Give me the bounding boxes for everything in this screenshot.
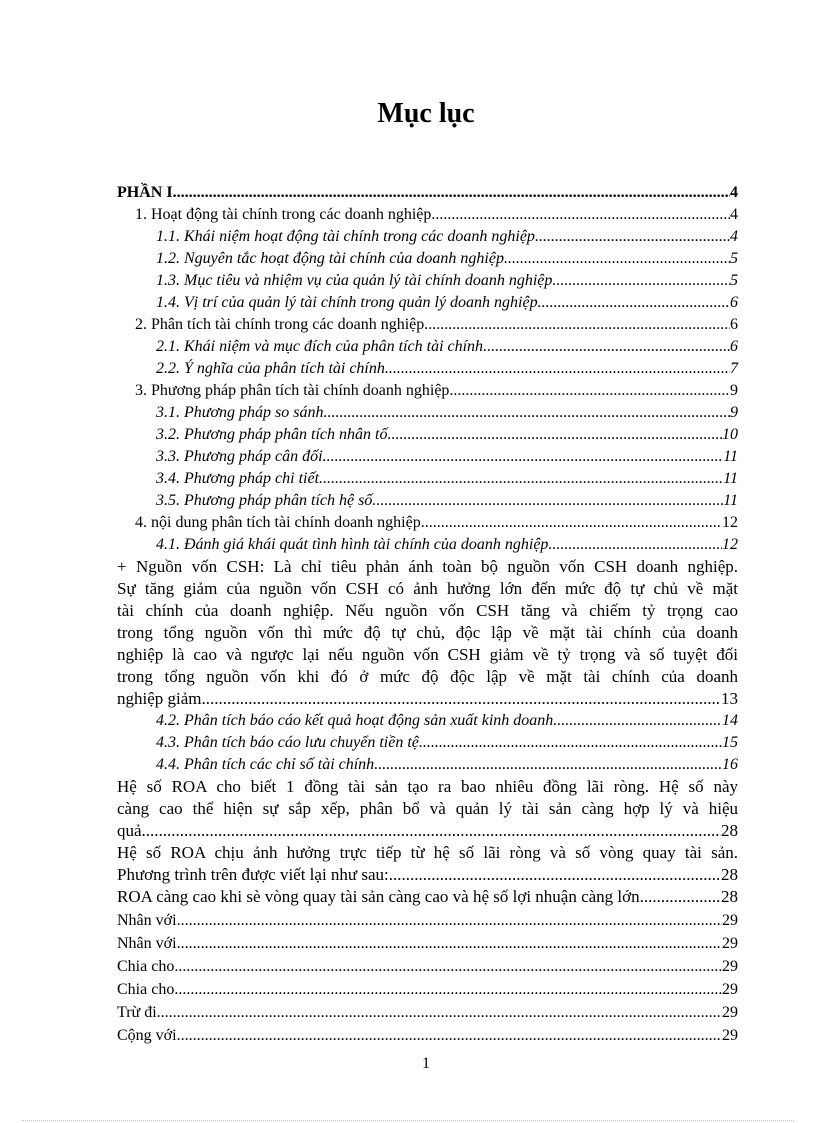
toc-entry-1-4[interactable]: 1.4. Vị trí của quản lý tài chính trong quản lý doanh nghiệp ..... 6	[156, 292, 738, 314]
toc-entry-3-1[interactable]: 3.1. Phương pháp so sánh ..... 9	[156, 402, 738, 424]
toc-entry-2-2[interactable]: 2.2. Ý nghĩa của phân tích tài chính ..... 7	[156, 358, 738, 380]
toc-entry-nhan-voi-2[interactable]: Nhân với ..... 29	[117, 933, 738, 955]
toc-entry-1-3[interactable]: 1.3. Mục tiêu và nhiệm vụ của quản lý tài chính doanh nghiệp ..... 5	[156, 270, 738, 292]
toc-paragraph-roa-2-last[interactable]: Phương trình trên được viết lại như sau: ..... 28	[117, 864, 738, 886]
toc-entry-4-3[interactable]: 4.3. Phân tích báo cáo lưu chuyển tiền tệ ..... 15	[156, 732, 738, 754]
toc-paragraph-roa-3[interactable]: ROA càng cao khi sè vòng quay tài sản càng cao và hệ số lợi nhuận càng lớn. ..... 28	[117, 886, 738, 908]
toc-entry-3[interactable]: 3. Phương pháp phân tích tài chính doanh nghiệp ..... 9	[135, 380, 738, 402]
toc-entry-4-1[interactable]: 4.1. Đánh giá khái quát tình hình tài chính của doanh nghiệp ..... 12	[156, 534, 738, 556]
toc-entry-3-5[interactable]: 3.5. Phương pháp phân tích hệ số ..... 11	[156, 490, 738, 512]
page-bottom-divider	[22, 1120, 794, 1121]
toc-entry-2-1[interactable]: 2.1. Khái niệm và mục đích của phân tích tài chính ..... 6	[156, 336, 738, 358]
toc-paragraph-csh[interactable]: + Nguồn vốn CSH: Là chỉ tiêu phản ánh toàn bộ nguồn vốn CSH doanh nghiệp. Sự tăng giảm của nguồn vốn CSH có ảnh hưởng lớn đến mức độ tự chủ về mặt tài chính của doanh nghiệp. Nếu nguồn vốn CSH tăng và chiếm tỷ trọng cao trong tổng nguồn vốn thì mức độ tự chủ, độc lập về mặt tài chính của doanh nghiệp là cao và ngược lại nếu nguồn vốn CSH giảm về tỷ trọng và số tuyệt đối trong tổng nguồn vốn khi đó ở mức độ độc lập về mặt tài chính của doanh	[117, 557, 738, 686]
toc-paragraph-roa-1[interactable]: Hệ số ROA cho biết 1 đồng tài sản tạo ra bao nhiêu đồng lãi ròng. Hệ số này càng cao thể hiện sự sắp xếp, phân bổ và quản lý tài sản càng hợp lý và hiệu	[117, 777, 738, 818]
toc-entry-2[interactable]: 2. Phân tích tài chính trong các doanh nghiệp ..... 6	[135, 314, 738, 336]
toc-entry-1-2[interactable]: 1.2. Nguyên tắc hoạt động tài chính của doanh nghiệp ..... 5	[156, 248, 738, 270]
page-title: Mục lục	[377, 98, 475, 129]
toc-entry-nhan-voi-1[interactable]: Nhân với ..... 29	[117, 910, 738, 932]
toc-paragraph-roa-2[interactable]: Hệ số ROA chịu ảnh hưởng trực tiếp từ hệ số lãi ròng và số vòng quay tài sản.	[117, 843, 738, 862]
toc-paragraph-roa-1-last[interactable]: quả. ..... 28	[117, 820, 738, 842]
toc-entry-3-2[interactable]: 3.2. Phương pháp phân tích nhân tố ..... 10	[156, 424, 738, 446]
toc-entry-4-2[interactable]: 4.2. Phân tích báo cáo kết quả hoạt động sản xuất kinh doanh ..... 14	[156, 710, 738, 732]
toc-entry-chia-cho-2[interactable]: Chia cho ..... 29	[117, 979, 738, 1001]
toc-entry-4[interactable]: 4. nội dung phân tích tài chính doanh nghiệp ..... 12	[135, 512, 738, 534]
toc-entry-3-3[interactable]: 3.3. Phương pháp cân đối ..... 11	[156, 446, 738, 468]
toc-entry-part-1[interactable]: PHẦN I ..... 4	[117, 182, 738, 204]
toc-entry-1-1[interactable]: 1.1. Khái niệm hoạt động tài chính trong các doanh nghiệp ..... 4	[156, 226, 738, 248]
toc-entry-tru-di[interactable]: Trừ đi ..... 29	[117, 1002, 738, 1024]
toc-entry-4-4[interactable]: 4.4. Phân tích các chỉ số tài chính ..... 16	[156, 754, 738, 776]
toc-paragraph-csh-last[interactable]: nghiệp giảm. ..... 13	[117, 688, 738, 710]
toc-entry-3-4[interactable]: 3.4. Phương pháp chi tiết ..... 11	[156, 468, 738, 490]
toc-entry-1[interactable]: 1. Hoạt động tài chính trong các doanh nghiệp ..... 4	[135, 204, 738, 226]
toc-entry-chia-cho-1[interactable]: Chia cho ..... 29	[117, 956, 738, 978]
page-number: 1	[422, 1055, 430, 1072]
toc-entry-cong-voi[interactable]: Cộng với ..... 29	[117, 1025, 738, 1047]
